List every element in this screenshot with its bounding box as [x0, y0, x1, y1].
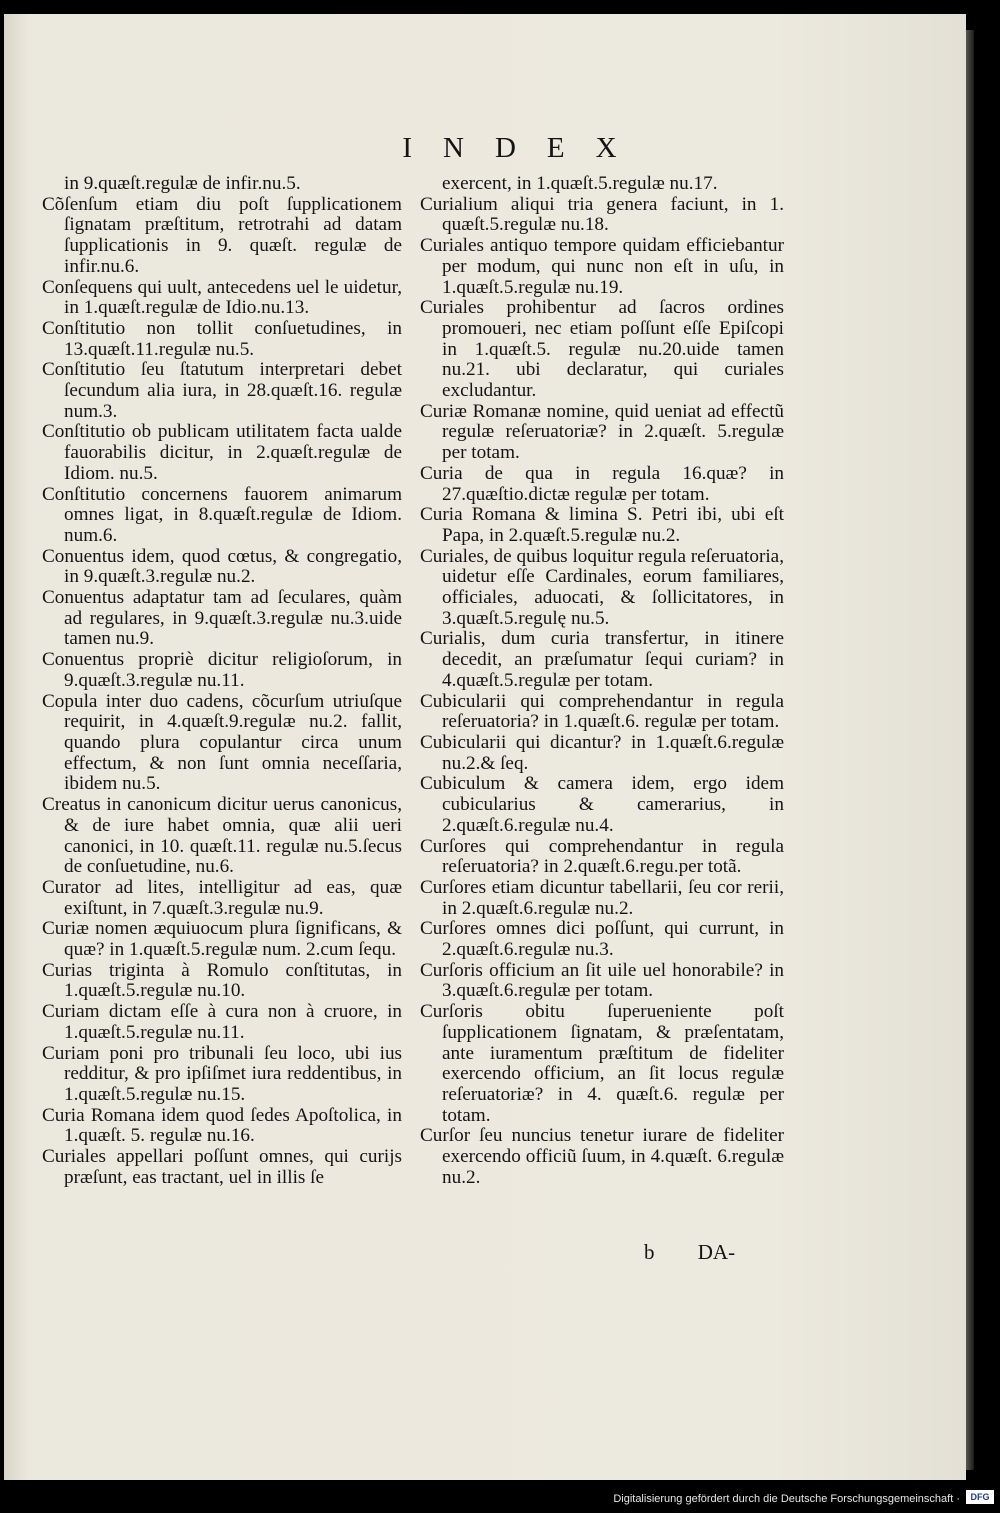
index-entry: Curiales antiquo tempore quidam efficiebantur per modum, qui nunc non eſt in uſu, in 1.quæſt.5.regulæ nu.19. [420, 235, 784, 298]
index-entry: Curſores etiam dicuntur tabellarii, ſeu cor rerii, in 2.quæſt.6.regulæ nu.2. [420, 876, 784, 919]
index-entry: Curia Romana & limina S. Petri ibi, ubi eſt Papa, in 2.quæſt.5.regulæ nu.2. [420, 504, 784, 546]
index-column-left [42, 174, 402, 1188]
index-entry: Curſoris obitu ſuperueniente poſt ſupplicationem ſignatam, & præſentatam, ante iuramentum præſtitum de fideliter exercendo officium, an ſit locus regulæ reſeruatoriæ? in 4. quæſt.6. regulæ per totam. [420, 1001, 784, 1126]
index-entry: Conuentus adaptatur tam ad ſeculares, quàm ad regulares, in 9.quæſt.3.regulæ nu.3.uide tamen nu.9. [42, 587, 402, 650]
index-entry: in 9.quæſt.regulæ de infir.nu.5. [64, 173, 301, 194]
index-entry: Curiales, de quibus loquitur regula reſeruatoria, uidetur eſſe Cardinales, eorum familiares, officiales, aduocati, & ſollicitatores, in 3.quæſt.5.regulę nu.5. [420, 545, 784, 629]
index-entry: Curiæ Romanæ nomine, quid ueniat ad effectũ regulæ reſeruatoriæ? in 2.quæſt. 5.regulæ per totam. [420, 400, 784, 464]
page-header: INDEX [402, 132, 648, 164]
index-entry: Curſor ſeu nuncius tenetur iurare de fideliter exercendo officiũ ſuum, in 4.quæſt. 6.regulæ nu.2. [420, 1125, 784, 1188]
index-entry: Curiales prohibentur ad ſacros ordines promoueri, nec etiam poſſunt eſſe Epiſcopi in 1.quæſt.5. regulæ nu.20.uide tamen nu.21. ubi declaratur, qui curiales excludantur. [420, 297, 784, 402]
index-entry: Curſoris officium an ſit uile uel honorabile? in 3.quæſt.6.regulæ per totam. [420, 959, 784, 1002]
page-footer [644, 1240, 735, 1265]
index-entry: Conſtitutio ob publicam utilitatem facta ualde fauorabilis dicitur, in 2.quæſt.regulæ de Idiom. nu.5. [42, 421, 402, 484]
index-entry: Cubicularii qui comprehendantur in regula reſeruatoria? in 1.quæſt.6. regulæ per totam. [420, 690, 784, 733]
index-entry: Cõſenſum etiam diu poſt ſupplicationem ſignatam præſtitum, retrotrahi ad datam ſupplicationis in 9. quæſt. regulæ de infir.nu.6. [42, 193, 402, 277]
index-entry: Curialium aliqui tria genera faciunt, in 1. quæſt.5.regulæ nu.18. [420, 193, 784, 236]
index-entry: Cubicularii qui dicantur? in 1.quæſt.6.regulæ nu.2.& ſeq. [420, 731, 784, 774]
index-entry: Curias triginta à Romulo conſtitutas, in 1.quæſt.5.regulæ nu.10. [42, 959, 402, 1002]
index-entry: Curiam dictam eſſe à cura non à cruore, in 1.quæſt.5.regulæ nu.11. [42, 1001, 402, 1043]
index-entry: Conſtitutio concernens fauorem animarum omnes ligat, in 8.quæſt.regulæ de Idiom. num.6. [42, 483, 402, 546]
index-entry: Curſores qui comprehendantur in regula reſeruatoria? in 2.quæſt.6.regu.per totã. [420, 835, 784, 878]
dfg-logo-icon: DFG [966, 1490, 994, 1504]
signature-mark: b [644, 1240, 655, 1264]
index-entry: Conſequens qui uult, antecedens uel le uidetur, in 1.quæſt.regulæ de Idio.nu.13. [42, 276, 402, 319]
index-entry: Conſtitutio non tollit conſuetudines, in 13.quæſt.11.regulæ nu.5. [42, 317, 402, 360]
index-entry: Curſores omnes dici poſſunt, qui currunt, in 2.quæſt.6.regulæ nu.3. [420, 918, 784, 961]
index-entry: Curia de qua in regula 16.quæ? in 27.quæſtio.dictæ regulæ per totam. [420, 462, 784, 505]
index-entry: Cubiculum & camera idem, ergo idem cubicularius & camerarius, in 2.quæſt.6.regulæ nu.4. [420, 773, 784, 836]
index-entry: Curiam poni pro tribunali ſeu loco, ubi ius redditur, & pro ipſiſmet iura reddentibus, in 1.quæſt.5.regulæ nu.15. [42, 1042, 402, 1105]
index-entry: Curialis, dum curia transfertur, in itinere decedit, an præſumatur ſequi curiam? in 4.quæſt.5.regulæ per totam. [420, 628, 784, 691]
index-entry: Curator ad lites, intelligitur ad eas, quæ exiſtunt, in 7.quæſt.3.regulæ nu.9. [42, 876, 402, 919]
index-entry: exercent, in 1.quæſt.5.regulæ nu.17. [442, 173, 718, 194]
index-entry: Curiæ nomen æquiuocum plura ſignificans, & quæ? in 1.quæſt.5.regulæ num. 2.cum ſequ. [42, 918, 402, 961]
index-entry: Copula inter duo cadens, cõcurſum utriuſque requirit, in 4.quæſt.9.regulæ nu.2. fallit, quando plura copulantur circa unum effectum, & non ſunt omnia neceſſaria, ibidem nu.5. [42, 690, 402, 795]
index-entry: Conuentus idem, quod cœtus, & congregatio, in 9.quæſt.3.regulæ nu.2. [42, 545, 402, 588]
digitization-notice: Digitalisierung gefördert durch die Deutsche Forschungsgemeinschaft · [613, 1493, 960, 1505]
index-entry: Curia Romana idem quod ſedes Apoſtolica, in 1.quæſt. 5. regulæ nu.16. [42, 1104, 402, 1147]
index-entry: Curiales appellari poſſunt omnes, qui curijs præſunt, eas tractant, uel in illis ſe [42, 1146, 402, 1188]
digitization-bar [0, 1480, 1000, 1513]
catchword: DA- [697, 1240, 736, 1264]
index-entry: Creatus in canonicum dicitur uerus canonicus, & de iure habet omnia, quæ alii ueri canonici, in 10. quæſt.11. regulæ nu.5.ſecus de conſuetudine, nu.6. [42, 794, 402, 878]
index-column-right [420, 174, 784, 1188]
page-edge-shadow [966, 30, 974, 1470]
index-entry: Conuentus propriè dicitur religioſorum, in 9.quæſt.3.regulæ nu.11. [42, 649, 402, 691]
index-entry: Conſtitutio ſeu ſtatutum interpretari debet ſecundum alia iura, in 28.quæſt.16. regulæ num.3. [42, 359, 402, 422]
book-page [4, 14, 966, 1480]
